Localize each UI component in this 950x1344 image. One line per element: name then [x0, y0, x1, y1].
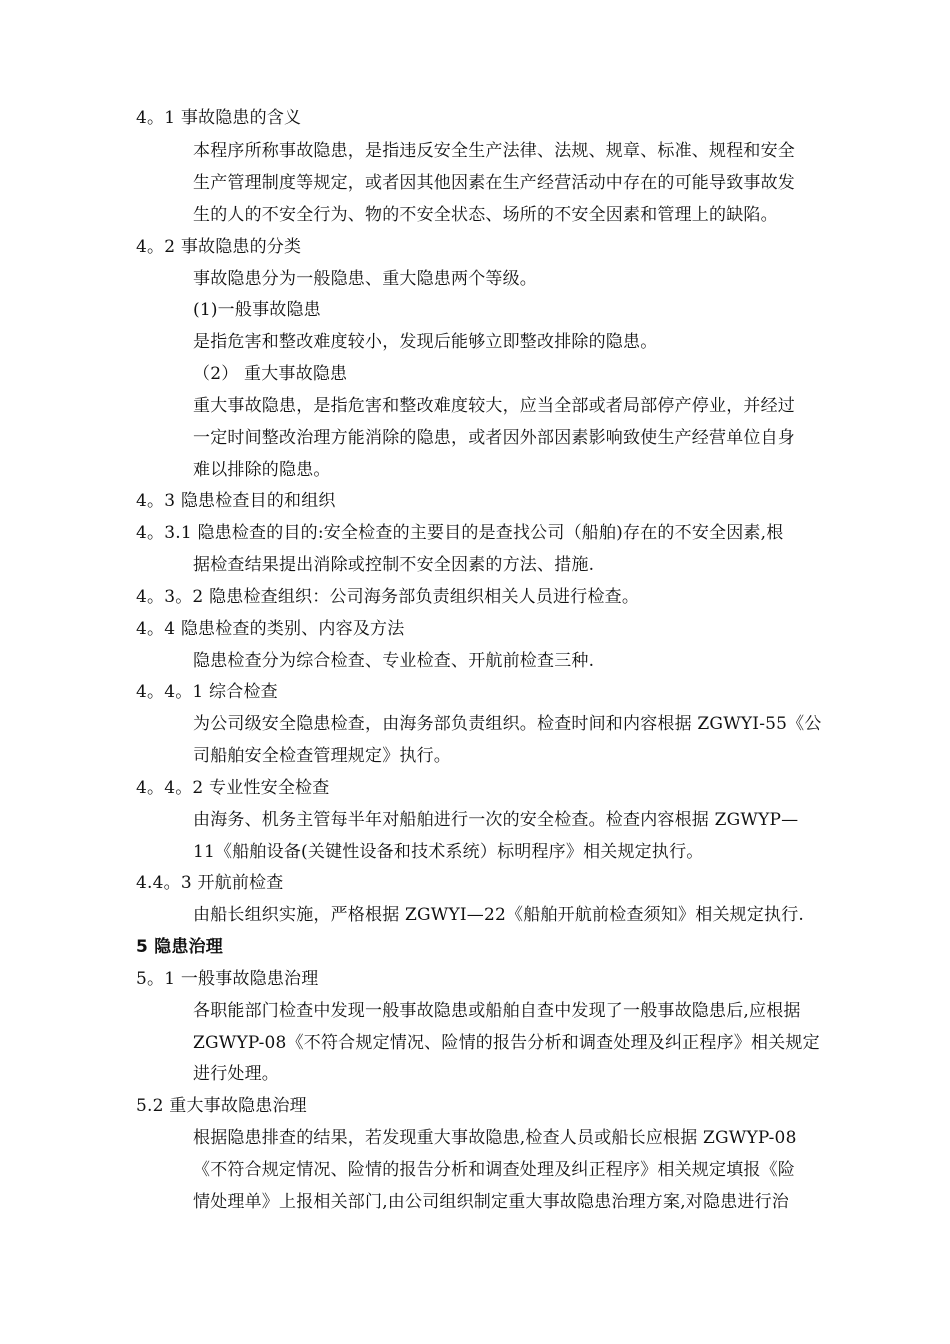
heading-4-4-1: 4。4。1 综合检查: [136, 682, 278, 702]
heading-4-3-1: 4。3.1 隐患检查的目的:安全检查的主要目的是查找公司（船舶)存在的不安全因素,根: [136, 523, 784, 543]
paragraph-line: 情处理单》上报相关部门,由公司组织制定重大事故隐患治理方案,对隐患进行治: [193, 1192, 790, 1212]
paragraph-line: 据检查结果提出消除或控制不安全因素的方法、措施.: [193, 555, 595, 575]
paragraph-line: 本程序所称事故隐患，是指违反安全生产法律、法规、规章、标准、规程和安全: [193, 141, 795, 161]
paragraph-line: 生产管理制度等规定，或者因其他因素在生产经营活动中存在的可能导致事故发: [193, 173, 795, 193]
paragraph-line: 是指危害和整改难度较小，发现后能够立即整改排除的隐患。: [193, 332, 658, 352]
paragraph-line: 进行处理。: [193, 1064, 279, 1084]
paragraph-line: 《不符合规定情况、险情的报告分析和调查处理及纠正程序》相关规定填报《险: [193, 1160, 795, 1180]
heading-4-3-2: 4。3。2 隐患检查组织：公司海务部负责组织相关人员进行检查。: [136, 587, 640, 607]
paragraph-line: ZGWYP-08《不符合规定情况、险情的报告分析和调查处理及纠正程序》相关规定: [193, 1033, 820, 1053]
subheading-major-hazard: （2） 重大事故隐患: [193, 364, 348, 384]
paragraph-line: 生的人的不安全行为、物的不安全状态、场所的不安全因素和管理上的缺陷。: [193, 205, 778, 225]
section-5-heading: 5 隐患治理: [136, 937, 223, 957]
paragraph-line: 各职能部门检查中发现一般事故隐患或船舶自查中发现了一般事故隐患后,应根据: [193, 1001, 801, 1021]
heading-4-1: 4。1 事故隐患的含义: [136, 108, 302, 128]
heading-4-4-3: 4.4。3 开航前检查: [136, 873, 284, 893]
paragraph-line: 隐患检查分为综合检查、专业检查、开航前检查三种.: [193, 651, 595, 671]
heading-4-4: 4。4 隐患检查的类别、内容及方法: [136, 619, 405, 639]
paragraph-line: 为公司级安全隐患检查，由海务部负责组织。检查时间和内容根据 ZGWYI-55《公: [193, 714, 822, 734]
heading-4-3: 4。3 隐患检查目的和组织: [136, 491, 336, 511]
paragraph-line: 一定时间整改治理方能消除的隐患，或者因外部因素影响致使生产经营单位自身: [193, 428, 795, 448]
subheading-general-hazard: (1)一般事故隐患: [193, 300, 321, 320]
paragraph-line: 由海务、机务主管每半年对船舶进行一次的安全检查。检查内容根据 ZGWYP—: [193, 810, 799, 830]
paragraph-line: 重大事故隐患，是指危害和整改难度较大，应当全部或者局部停产停业，并经过: [193, 396, 795, 416]
paragraph-line: 由船长组织实施，严格根据 ZGWYI—22《船舶开航前检查须知》相关规定执行.: [193, 905, 805, 925]
heading-4-2: 4。2 事故隐患的分类: [136, 237, 302, 257]
paragraph-line: 难以排除的隐患。: [193, 460, 331, 480]
paragraph-line: 11《船舶设备(关键性设备和技术系统）标明程序》相关规定执行。: [193, 842, 704, 862]
paragraph-line: 司船舶安全检查管理规定》执行。: [193, 746, 451, 766]
paragraph-line: 事故隐患分为一般隐患、重大隐患两个等级。: [193, 269, 537, 289]
heading-4-4-2: 4。4。2 专业性安全检查: [136, 778, 330, 798]
paragraph-line: 根据隐患排查的结果，若发现重大事故隐患,检查人员或船长应根据 ZGWYP-08: [193, 1128, 797, 1148]
heading-5-1: 5。1 一般事故隐患治理: [136, 969, 319, 989]
heading-5-2: 5.2 重大事故隐患治理: [136, 1096, 307, 1116]
